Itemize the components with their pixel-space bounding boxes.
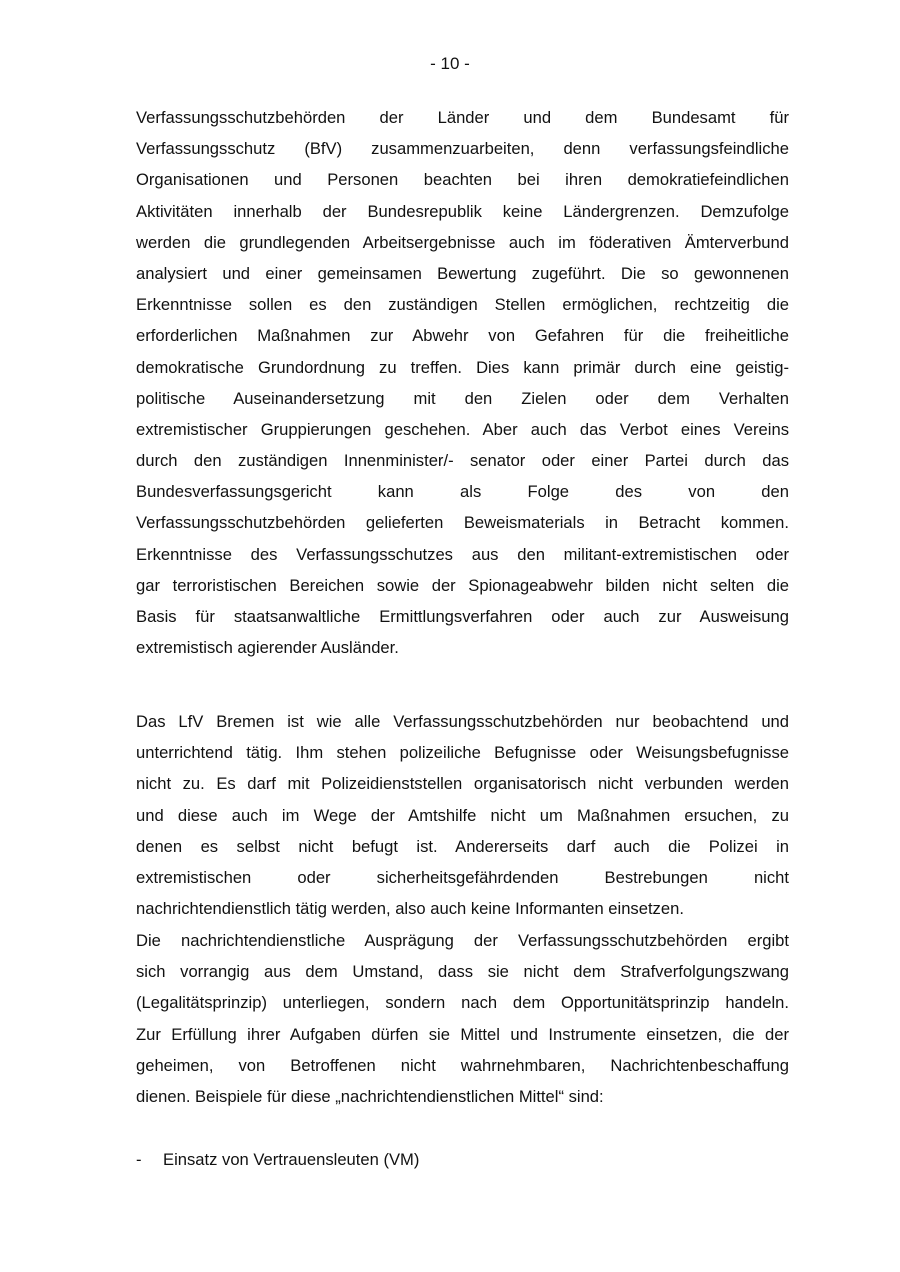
text-line: extremistischer Gruppierungen geschehen. Aber auch das Verbot eines Vereins (136, 419, 789, 439)
text-line: Erkenntnisse des Verfassungsschutzes aus den militant-extremistischen oder (136, 544, 789, 564)
text-line: Verfassungsschutz (BfV) zusammenzuarbeiten, denn verfassungsfeindliche (136, 139, 789, 159)
text-line: Erkenntnisse sollen es den zuständigen Stellen ermöglichen, rechtzeitig die (136, 295, 789, 315)
text-line: Basis für staatsanwaltliche Ermittlungsverfahren oder auch zur Ausweisung (136, 607, 789, 626)
text-line: Verfassungsschutzbehörden gelieferten Beweismaterials in Betracht kommen. (136, 513, 789, 533)
text-line: demokratische Grundordnung zu treffen. Dies kann primär durch eine geistig- (136, 357, 789, 377)
text-line: politische Auseinandersetzung mit den Zielen oder dem Verhalten (136, 388, 789, 408)
text-line: gar terroristischen Bereichen sowie der Spionageabwehr bilden nicht selten die (136, 575, 789, 595)
paragraph-police-separation (136, 706, 789, 924)
text-line: dienen. Beispiele für diese „nachrichtendienstlichen Mittel“ sind: (136, 1086, 604, 1106)
paragraph-cooperation (136, 102, 789, 663)
page-number: - 10 - (430, 54, 470, 73)
text-line: und diese auch im Wege der Amtshilfe nicht um Maßnahmen ersuchen, zu (136, 805, 789, 825)
text-line: erforderlichen Maßnahmen zur Abwehr von Gefahren für die freiheitliche (136, 326, 789, 346)
text-line: Organisationen und Personen beachten bei ihren demokratiefeindlichen (136, 170, 789, 190)
text-line: unterrichtend tätig. Ihm stehen polizeiliche Befugnisse oder Weisungsbefugnisse (136, 743, 789, 763)
text-line: geheimen, von Betroffenen nicht wahrnehmbaren, Nachrichtenbeschaffung (136, 1055, 789, 1075)
text-line: nicht zu. Es darf mit Polizeidienststellen organisatorisch nicht verbunden werden (136, 774, 789, 794)
text-line: Die nachrichtendienstliche Ausprägung der Verfassungsschutzbehörden ergibt (136, 931, 789, 950)
list-marker: - (136, 1150, 142, 1169)
text-line: sich vorrangig aus dem Umstand, dass sie nicht dem Strafverfolgungszwang (136, 962, 789, 982)
paragraph-intelligence-means (136, 925, 789, 1112)
text-line: nachrichtendienstlich tätig werden, also auch keine Informanten einsetzen. (136, 899, 684, 919)
text-line: extremistischen oder sicherheitsgefährdenden Bestrebungen nicht (136, 867, 789, 887)
list-item (136, 1144, 419, 1175)
text-line: denen es selbst nicht befugt ist. Andererseits darf auch die Polizei in (136, 836, 789, 856)
text-line: Das LfV Bremen ist wie alle Verfassungsschutzbehörden nur beobachtend und (136, 712, 789, 731)
text-line: (Legalitätsprinzip) unterliegen, sondern nach dem Opportunitätsprinzip handeln. (136, 993, 789, 1013)
text-line: Verfassungsschutzbehörden der Länder und dem Bundesamt für (136, 108, 789, 127)
text-line: Aktivitäten innerhalb der Bundesrepublik keine Ländergrenzen. Demzufolge (136, 201, 789, 221)
text-line: Zur Erfüllung ihrer Aufgaben dürfen sie Mittel und Instrumente einsetzen, die der (136, 1024, 789, 1044)
text-line: durch den zuständigen Innenminister/- senator oder einer Partei durch das (136, 451, 789, 471)
list-item-text: Einsatz von Vertrauensleuten (VM) (163, 1150, 420, 1169)
text-line: Bundesverfassungsgericht kann als Folge des von den (136, 482, 789, 502)
text-line: werden die grundlegenden Arbeitsergebnisse auch im föderativen Ämterverbund (136, 232, 789, 252)
text-line: extremistisch agierender Ausländer. (136, 638, 399, 658)
text-line: analysiert und einer gemeinsamen Bewertung zugeführt. Die so gewonnenen (136, 263, 789, 283)
